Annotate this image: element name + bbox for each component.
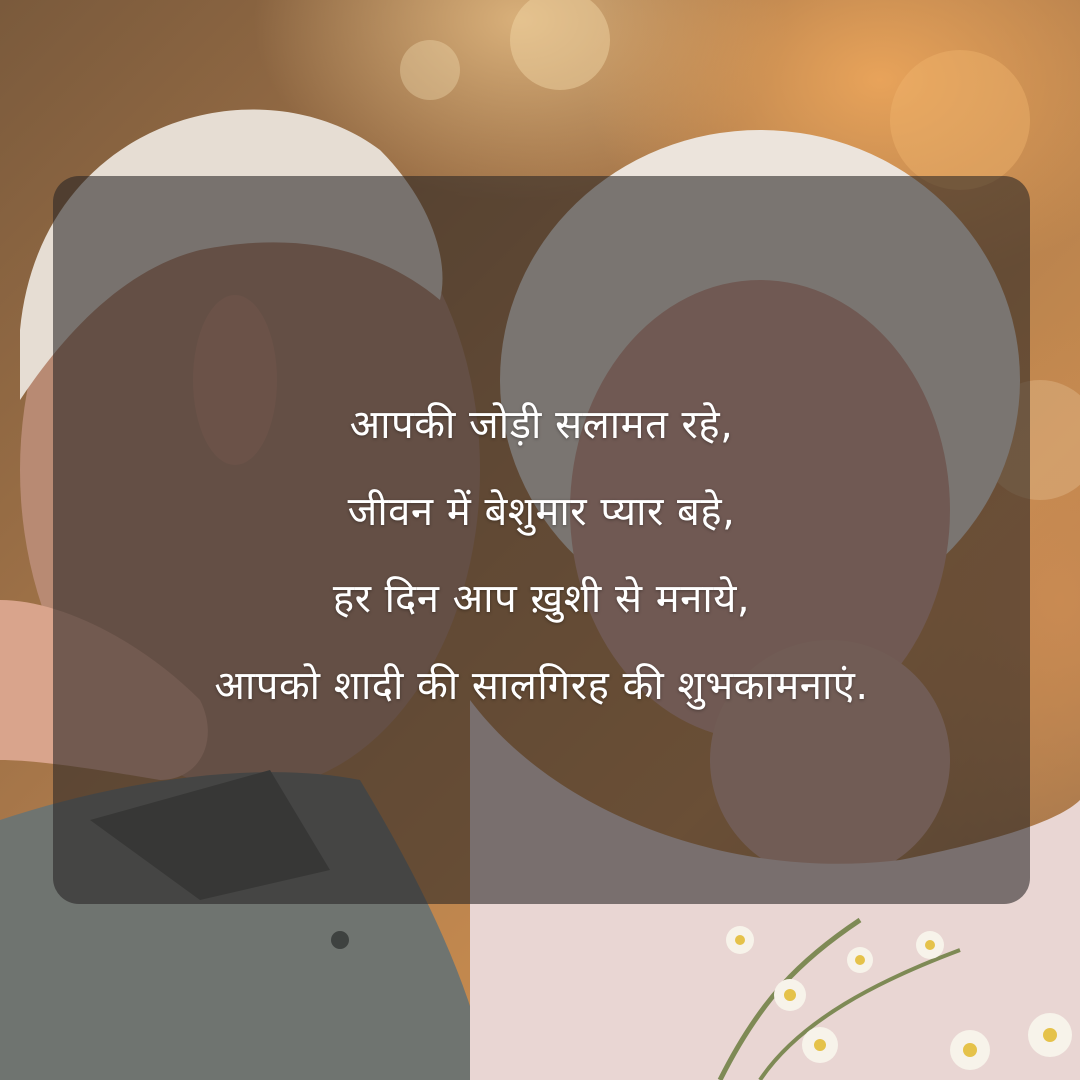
quote-line: आपको शादी की सालगिरह की शुभकामनाएं. — [214, 663, 869, 709]
quote-line: जीवन में बेशुमार प्यार बहे, — [347, 489, 736, 535]
quote-line: आपकी जोड़ी सलामत रहे, — [349, 402, 734, 448]
shirt-button — [331, 931, 349, 949]
bokeh-light — [510, 0, 610, 90]
anniversary-quote — [53, 382, 1030, 730]
bokeh-light — [400, 40, 460, 100]
bokeh-light — [890, 50, 1030, 190]
quote-line: हर दिन आप ख़ुशी से मनाये, — [332, 576, 751, 622]
